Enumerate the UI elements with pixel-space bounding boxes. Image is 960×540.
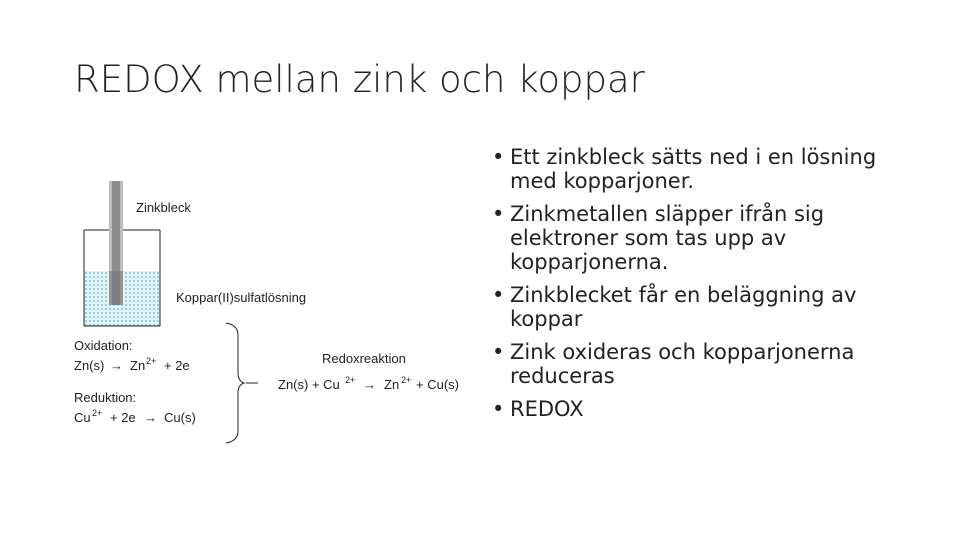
reduction-arrow: → (144, 410, 157, 425)
bullet-text: Ett zinkbleck sätts ned i en lösning med kopparjoner. (510, 145, 877, 193)
reduction-eq-charge: 2+ (92, 408, 103, 418)
redox-eq-mid: Zn (384, 377, 400, 392)
zinkbleck-label: Zinkbleck (136, 200, 191, 215)
oxidation-eq-tail: + 2e (164, 358, 190, 373)
bullet-item: • Ett zinkbleck sätts ned i en lösning med kopparjoner. (492, 145, 877, 193)
bullet-item: • Zink oxideras och kopparjonerna reduceras (492, 340, 855, 388)
bullet-text: Zinkmetallen släpper ifrån sig elektroner som tas upp av kopparjonerna. (510, 202, 825, 274)
solution-label: Koppar(II)sulfatlösning (176, 290, 307, 305)
redox-eq-tail: + Cu(s) (416, 377, 459, 392)
redox-eq-charge1: 2+ (345, 375, 356, 385)
curly-brace (226, 323, 244, 443)
reduction-label: Reduktion: (74, 390, 137, 405)
zinc-strip (109, 181, 123, 305)
redox-eq-charge2: 2+ (401, 375, 412, 385)
bullet-item: • Zinkblecket får en beläggning av koppar (492, 283, 857, 331)
bullet-list (492, 145, 912, 430)
bullet-text: Zink oxideras och kopparjonerna reduceras (510, 340, 855, 388)
bullet-item: • Zinkmetallen släpper ifrån sig elektroner som tas upp av kopparjonerna. (492, 202, 825, 274)
oxidation-eq-charge: 2+ (146, 356, 157, 366)
reduction-eq-right: Cu(s) (164, 410, 196, 425)
bullet-text: REDOX (510, 397, 584, 421)
bullet-item: • REDOX (492, 397, 584, 421)
slide-title: REDOX mellan zink och koppar (74, 58, 645, 101)
redox-label: Redoxreaktion (322, 351, 406, 366)
oxidation-label: Oxidation: (74, 338, 133, 353)
bullet-text: Zinkblecket får en beläggning av koppar (510, 283, 857, 331)
oxidation-eq-left: Zn(s) (74, 358, 105, 373)
reduction-eq-mid: + 2e (110, 410, 136, 425)
oxidation-eq-right: Zn (130, 358, 146, 373)
redox-eq-left: Zn(s) + Cu (278, 377, 340, 392)
reduction-eq-left: Cu (74, 410, 91, 425)
redox-diagram (60, 175, 480, 465)
redox-arrow: → (363, 377, 376, 392)
oxidation-arrow: → (110, 358, 123, 373)
